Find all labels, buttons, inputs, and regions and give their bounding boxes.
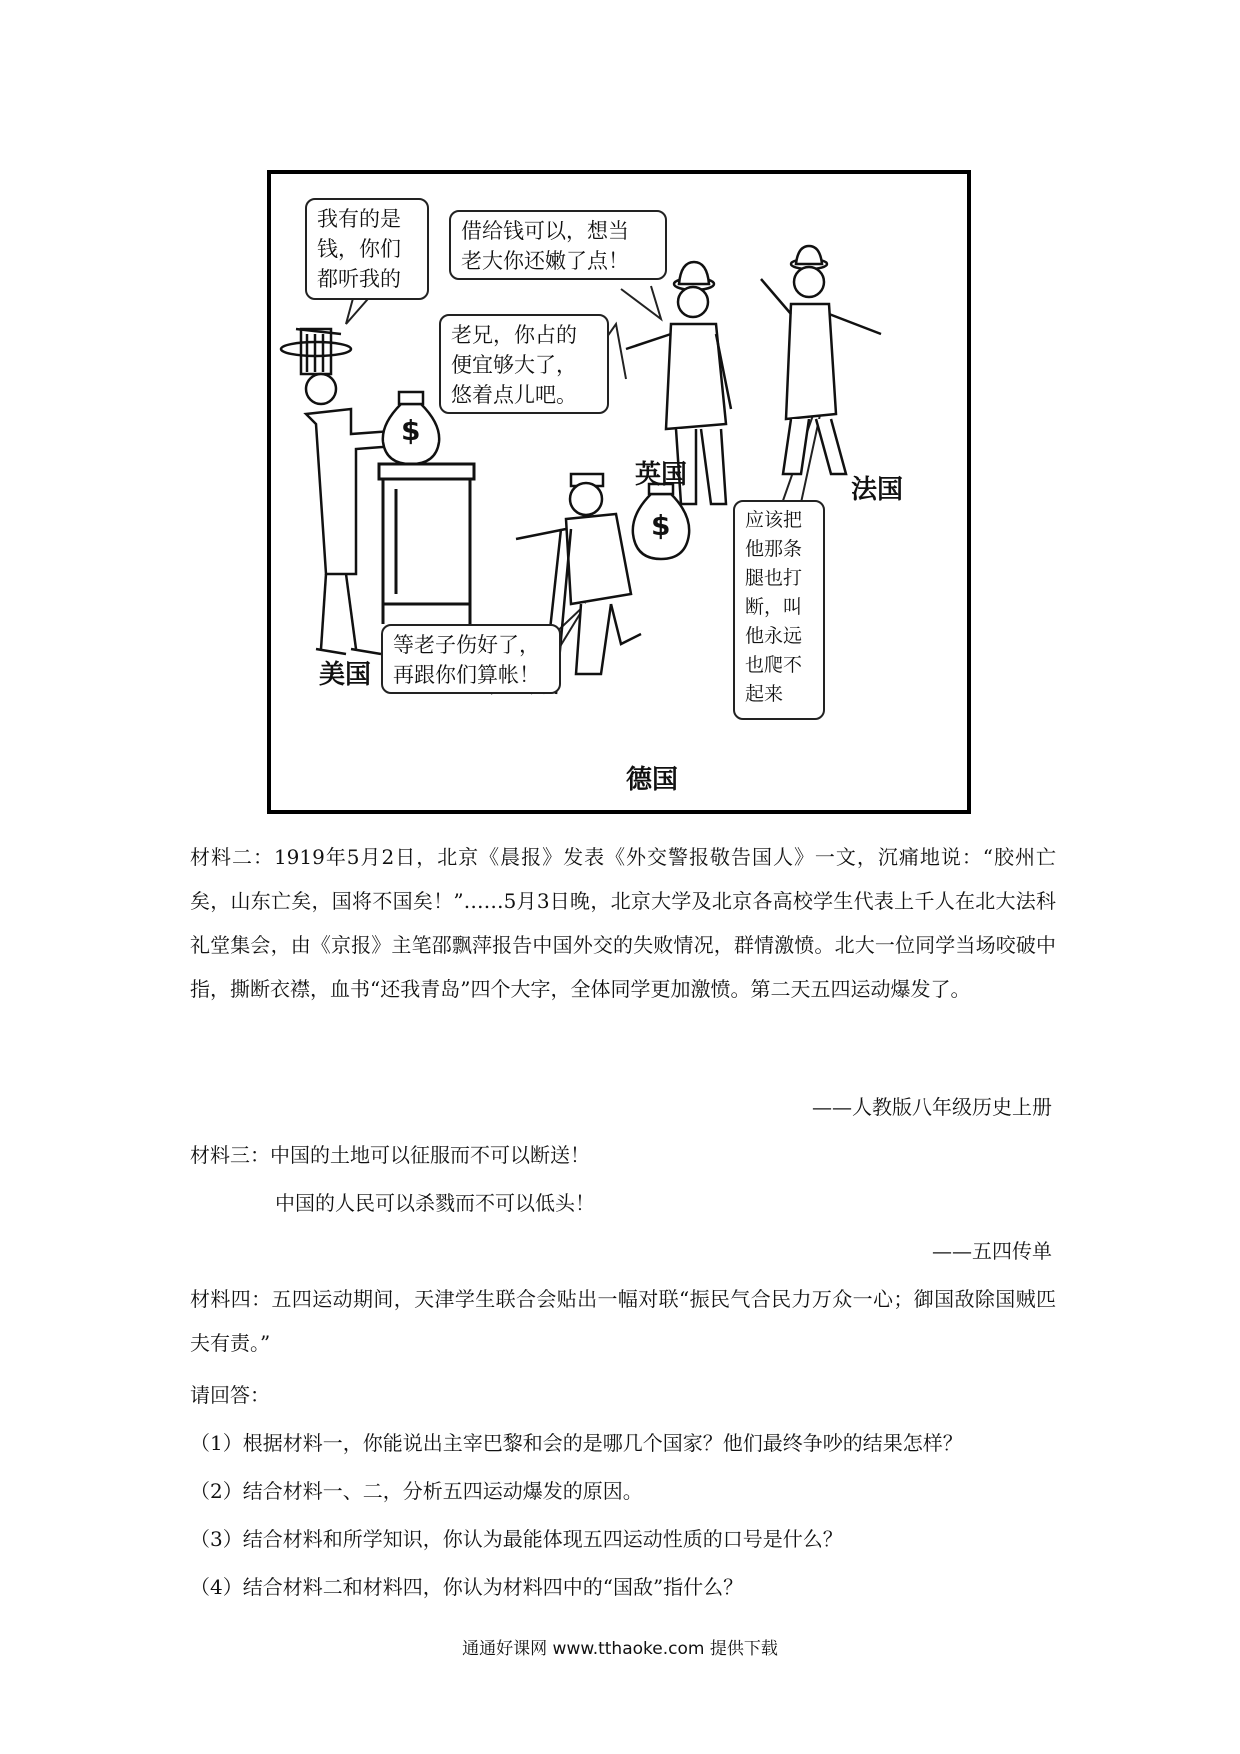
cabinet [379,464,474,624]
speech-bubble-france: 应该把 他那条 腿也打 断，叫 他永远 也爬不 起来 [733,500,825,720]
label-france: 法国 [851,475,904,505]
speech-bubble-germany: 等老子伤好了， 再跟你们算帐！ [381,624,561,694]
material4-text: 材料四：五四运动期间，天津学生联合会贴出一幅对联“振民气合民力万众一心；御国敌除国贼匹夫有责。” [190,1287,1056,1355]
question-1: （1）根据材料一，你能说出主宰巴黎和会的是哪几个国家？他们最终争吵的结果怎样？ [190,1431,963,1455]
speech-bubble-usa: 我有的是 钱，你们 都听我的 [305,198,429,300]
label-britain: 英国 [635,460,688,490]
speech-bubble-to-usa: 老兄，你占的 便宜够大了， 悠着点儿吧。 [439,314,609,414]
france-figure [761,246,881,474]
material2-source: ——人教版八年级历史上册 [812,1095,1052,1119]
answer-prompt: 请回答： [190,1383,270,1407]
material3-line1: 材料三：中国的土地可以征服而不可以断送！ [190,1143,590,1167]
material3-line2: 中国的人民可以杀戮而不可以低头！ [275,1191,595,1215]
material3-source: ——五四传单 [932,1239,1052,1263]
label-germany: 德国 [626,765,679,795]
dollar-sign: $ [401,414,421,447]
question-4: （4）结合材料二和材料四，你认为材料四中的“国敌”指什么？ [190,1575,744,1599]
footer-source: 通通好课网 www.tthaoke.com 提供下载 [462,1639,778,1659]
question-3: （3）结合材料和所学知识，你认为最能体现五四运动性质的口号是什么？ [190,1527,843,1551]
cartoon-image [267,170,971,814]
dollar-sign: $ [651,509,671,542]
speech-bubble-britain: 借给钱可以，想当 老大你还嫩了点！ [449,210,667,280]
question-2: （2）结合材料一、二，分析五四运动爆发的原因。 [190,1479,643,1503]
label-usa: 美国 [319,660,372,690]
material2-text: 材料二：1919年5月2日，北京《晨报》发表《外交警报敬告国人》一文，沉痛地说：“胶州亡矣，山东亡矣，国将不国矣！”……5月3日晚，北京大学及北京各高校学生代表上千人在北大法科礼堂集会，由《京报》主笔邵飘萍报告中国外交的失败情况，群情激愤。北大一位同学当场咬破中指，撕断衣襟，血书“还我青岛”四个大字，全体同学更加激愤。第二天五四运动爆发了。 [190,845,1056,1001]
